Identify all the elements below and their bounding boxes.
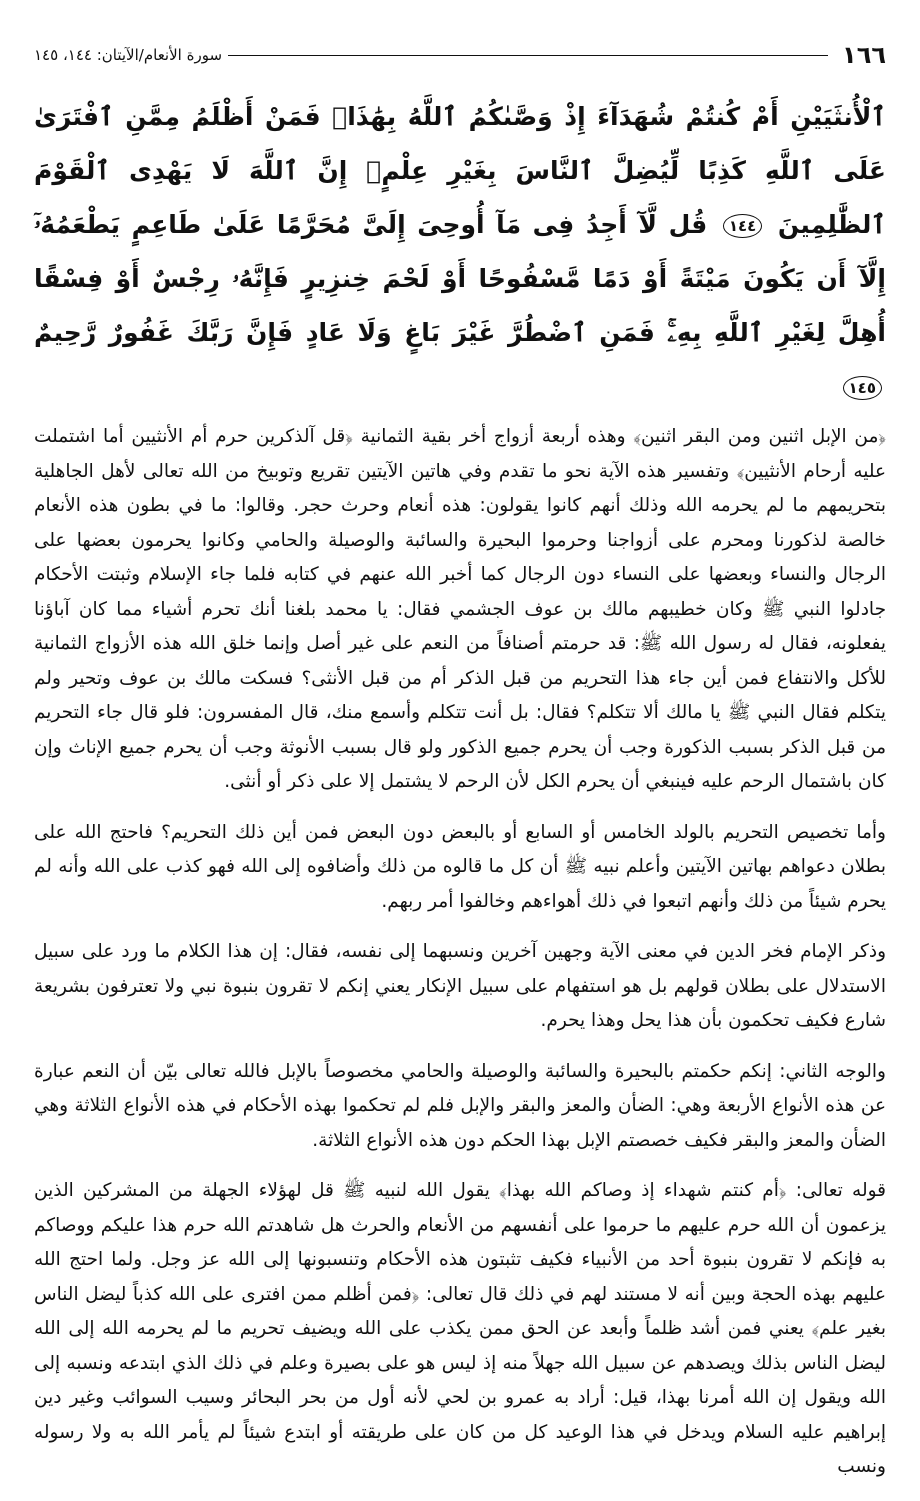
commentary-paragraph-2: وأما تخصيص التحريم بالولد الخامس أو السابع أو بالبعض دون البعض فمن أين ذلك التحريم؟ فاحتج الله على بطلان دعواهم بهاتين الآيتين وأعلم نبيه ﷺ أن كل ما قالوه من ذلك وأضافوه إلى الله فهو كذب على الله وأنه لم يحرم شيئاً من ذلك وأنهم اتبعوا في ذلك أهواءهم وخالفوا أمر ربهم. bbox=[34, 821, 886, 912]
page-number: ١٦٦ bbox=[842, 41, 886, 69]
commentary-paragraph-4: والوجه الثاني: إنكم حكمتم بالبحيرة والسائبة والوصيلة والحامي مخصوصاً بالإبل فالله تعالى بيّن أن النعم عبارة عن هذه الأنواع الأربعة وهي: الضأن والمعز والبقر والإبل فلم لم تحكموا بهذه الأحكام في هذه الأنواع الثلاثة وهي الضأن والمعز والبقر فكيف خصصتم الإبل بهذا الحكم دون هذه الأنواع الثلاثة. bbox=[34, 1060, 886, 1151]
commentary bbox=[34, 420, 886, 1485]
book-page bbox=[34, 38, 886, 1501]
commentary-paragraph-5: قوله تعالى: ﴿أم كنتم شهداء إذ وصاكم الله بهذا﴾ يقول الله لنبيه ﷺ قل لهؤلاء الجهلة من المشركين الذين يزعمون أن الله حرم عليهم ما حرموا على أنفسهم من الأنعام والحرث هل شاهدتم الله حرم هذا عليكم ووصاكم به فإنكم لا تقرون بنبوة أحد من الأنبياء فكيف تثبتون هذه الأحكام وتنسبونها إلى الله عز وجل. ولما احتج الله عليهم بهذه الحجة وبين أنه لا مستند لهم في ذلك قال تعالى: ﴿فمن أظلم ممن افترى على الله كذباً ليضل الناس بغير علم﴾ يعني فمن أشد ظلماً وأبعد عن الحق ممن يكذب على الله ويضيف تحريم ما لم يحرمه الله إلى الله ليضل الناس بذلك ويصدهم عن سبيل الله جهلاً منه إذ ليس هو على بصيرة وعلم في ذلك الذي ابتدعه ونسبه إلى الله ويقول إن الله أمرنا بهذا، قيل: أراد به عمرو بن لحي لأنه أول من بحر البحائر وسيب السوائب وغير دين إبراهيم عليه السلام ويدخل في هذا الوعيد كل من كان على طريقته أو ابتدع شيئاً لم يأمر الله به ولا رسوله ونسب bbox=[34, 1180, 886, 1477]
header-rule bbox=[228, 55, 828, 56]
page-header bbox=[34, 38, 886, 72]
commentary-paragraph-3: وذكر الإمام فخر الدين في معنى الآية وجهين آخرين ونسبهما إلى نفسه، فقال: إن هذا الكلام ما ورد على سبيل الاستدلال على بطلان قولهم بل هو استفهام على سبيل الإنكار يعني إنكم لا تقرون بنبوة نبي ولا تعترفون بشريعة شارع فكيف تحكمون بأن هذا يحل وهذا يحرم. bbox=[34, 941, 886, 1031]
verse-text-145: قُل لَّآ أَجِدُ فِى مَآ أُوحِىَ إِلَىَّ مُحَرَّمًا عَلَىٰ طَاعِمٍ يَطْعَمُهُۥٓ إِلَّآ أَن يَكُونَ مَيْتَةً أَوْ دَمًا مَّسْفُوحًا أَوْ لَحْمَ خِنزِيرٍ فَإِنَّهُۥ رِجْسٌ أَوْ فِسْقًا أُهِلَّ لِغَيْرِ ٱللَّهِ بِهِۦۚ فَمَنِ ٱضْطُرَّ غَيْرَ بَاغٍ وَلَا عَادٍ فَإِنَّ رَبَّكَ غَفُورٌ رَّحِيمٌ bbox=[34, 210, 886, 347]
verse-text-144: ٱلْأُنثَيَيْنِ أَمْ كُنتُمْ شُهَدَآءَ إِذْ وَصَّىٰكُمُ ٱللَّهُ بِهَٰذَاۚ فَمَنْ أَظْلَمُ مِمَّنِ ٱفْتَرَىٰ عَلَى ٱللَّهِ كَذِبًا لِّيُضِلَّ ٱلنَّاسَ بِغَيْرِ عِلْمٍۚ إِنَّ ٱللَّهَ لَا يَهْدِى ٱلْقَوْمَ ٱلظَّٰلِمِينَ bbox=[34, 102, 886, 239]
quran-verses bbox=[34, 90, 886, 414]
running-title: سورة الأنعام/الآيتان: ١٤٤، ١٤٥ bbox=[34, 46, 223, 64]
ayah-number-144: ١٤٤ bbox=[723, 214, 762, 238]
commentary-paragraph-1: ﴿من الإبل اثنين ومن البقر اثنين﴾ وهذه أربعة أزواج أخر بقية الثمانية ﴿قل آلذكرين حرم أم الأنثيين أما اشتملت عليه أرحام الأنثيين﴾ وتفسير هذه الآية نحو ما تقدم وفي هاتين الآيتين تقريع وتوبيخ من الله تعالى لأهل الجاهلية بتحريمهم ما لم يحرمه الله وذلك أنهم كانوا يقولون: هذه أنعام وحرث حجر. وقالوا: ما في بطون هذه الأنعام خالصة لذكورنا ومحرم على أزواجنا وحرموا البحيرة والسائبة والوصيلة والحامي وكانوا يحرمون بعضها على الرجال والنساء وبعضها على النساء دون الرجال كما أخبر الله عنهم في كتابه فلما جاء الإسلام وثبتت الأحكام جادلوا النبي ﷺ وكان خطيبهم مالك بن عوف الجشمي فقال: يا محمد بلغنا أنك تحرم أشياء مما كان آباؤنا يفعلونه، فقال له رسول الله ﷺ: قد حرمتم أصنافاً من النعم على غير أصل وإنما خلق الله هذه الأزواج الثمانية للأكل والانتفاع فمن أين جاء هذا التحريم من قبل الذكر أم من قبل الأنثى؟ فسكت مالك بن عوف وتحير ولم يتكلم فقال النبي ﷺ يا مالك ألا تتكلم؟ فقال: بل أنت تتكلم وأسمع منك، قال المفسرون: فلو قال جاء التحريم من قبل الذكر بسبب الذكورة وجب أن يحرم جميع الذكور ولو قال بسبب الأنوثة وجب أن يحرم جميع الإناث وإن كان باشتمال الرحم عليه فينبغي أن يحرم الكل لأن الرحم لا يشتمل إلا على ذكر أو أنثى. bbox=[34, 426, 886, 792]
ayah-number-145: ١٤٥ bbox=[843, 376, 882, 400]
